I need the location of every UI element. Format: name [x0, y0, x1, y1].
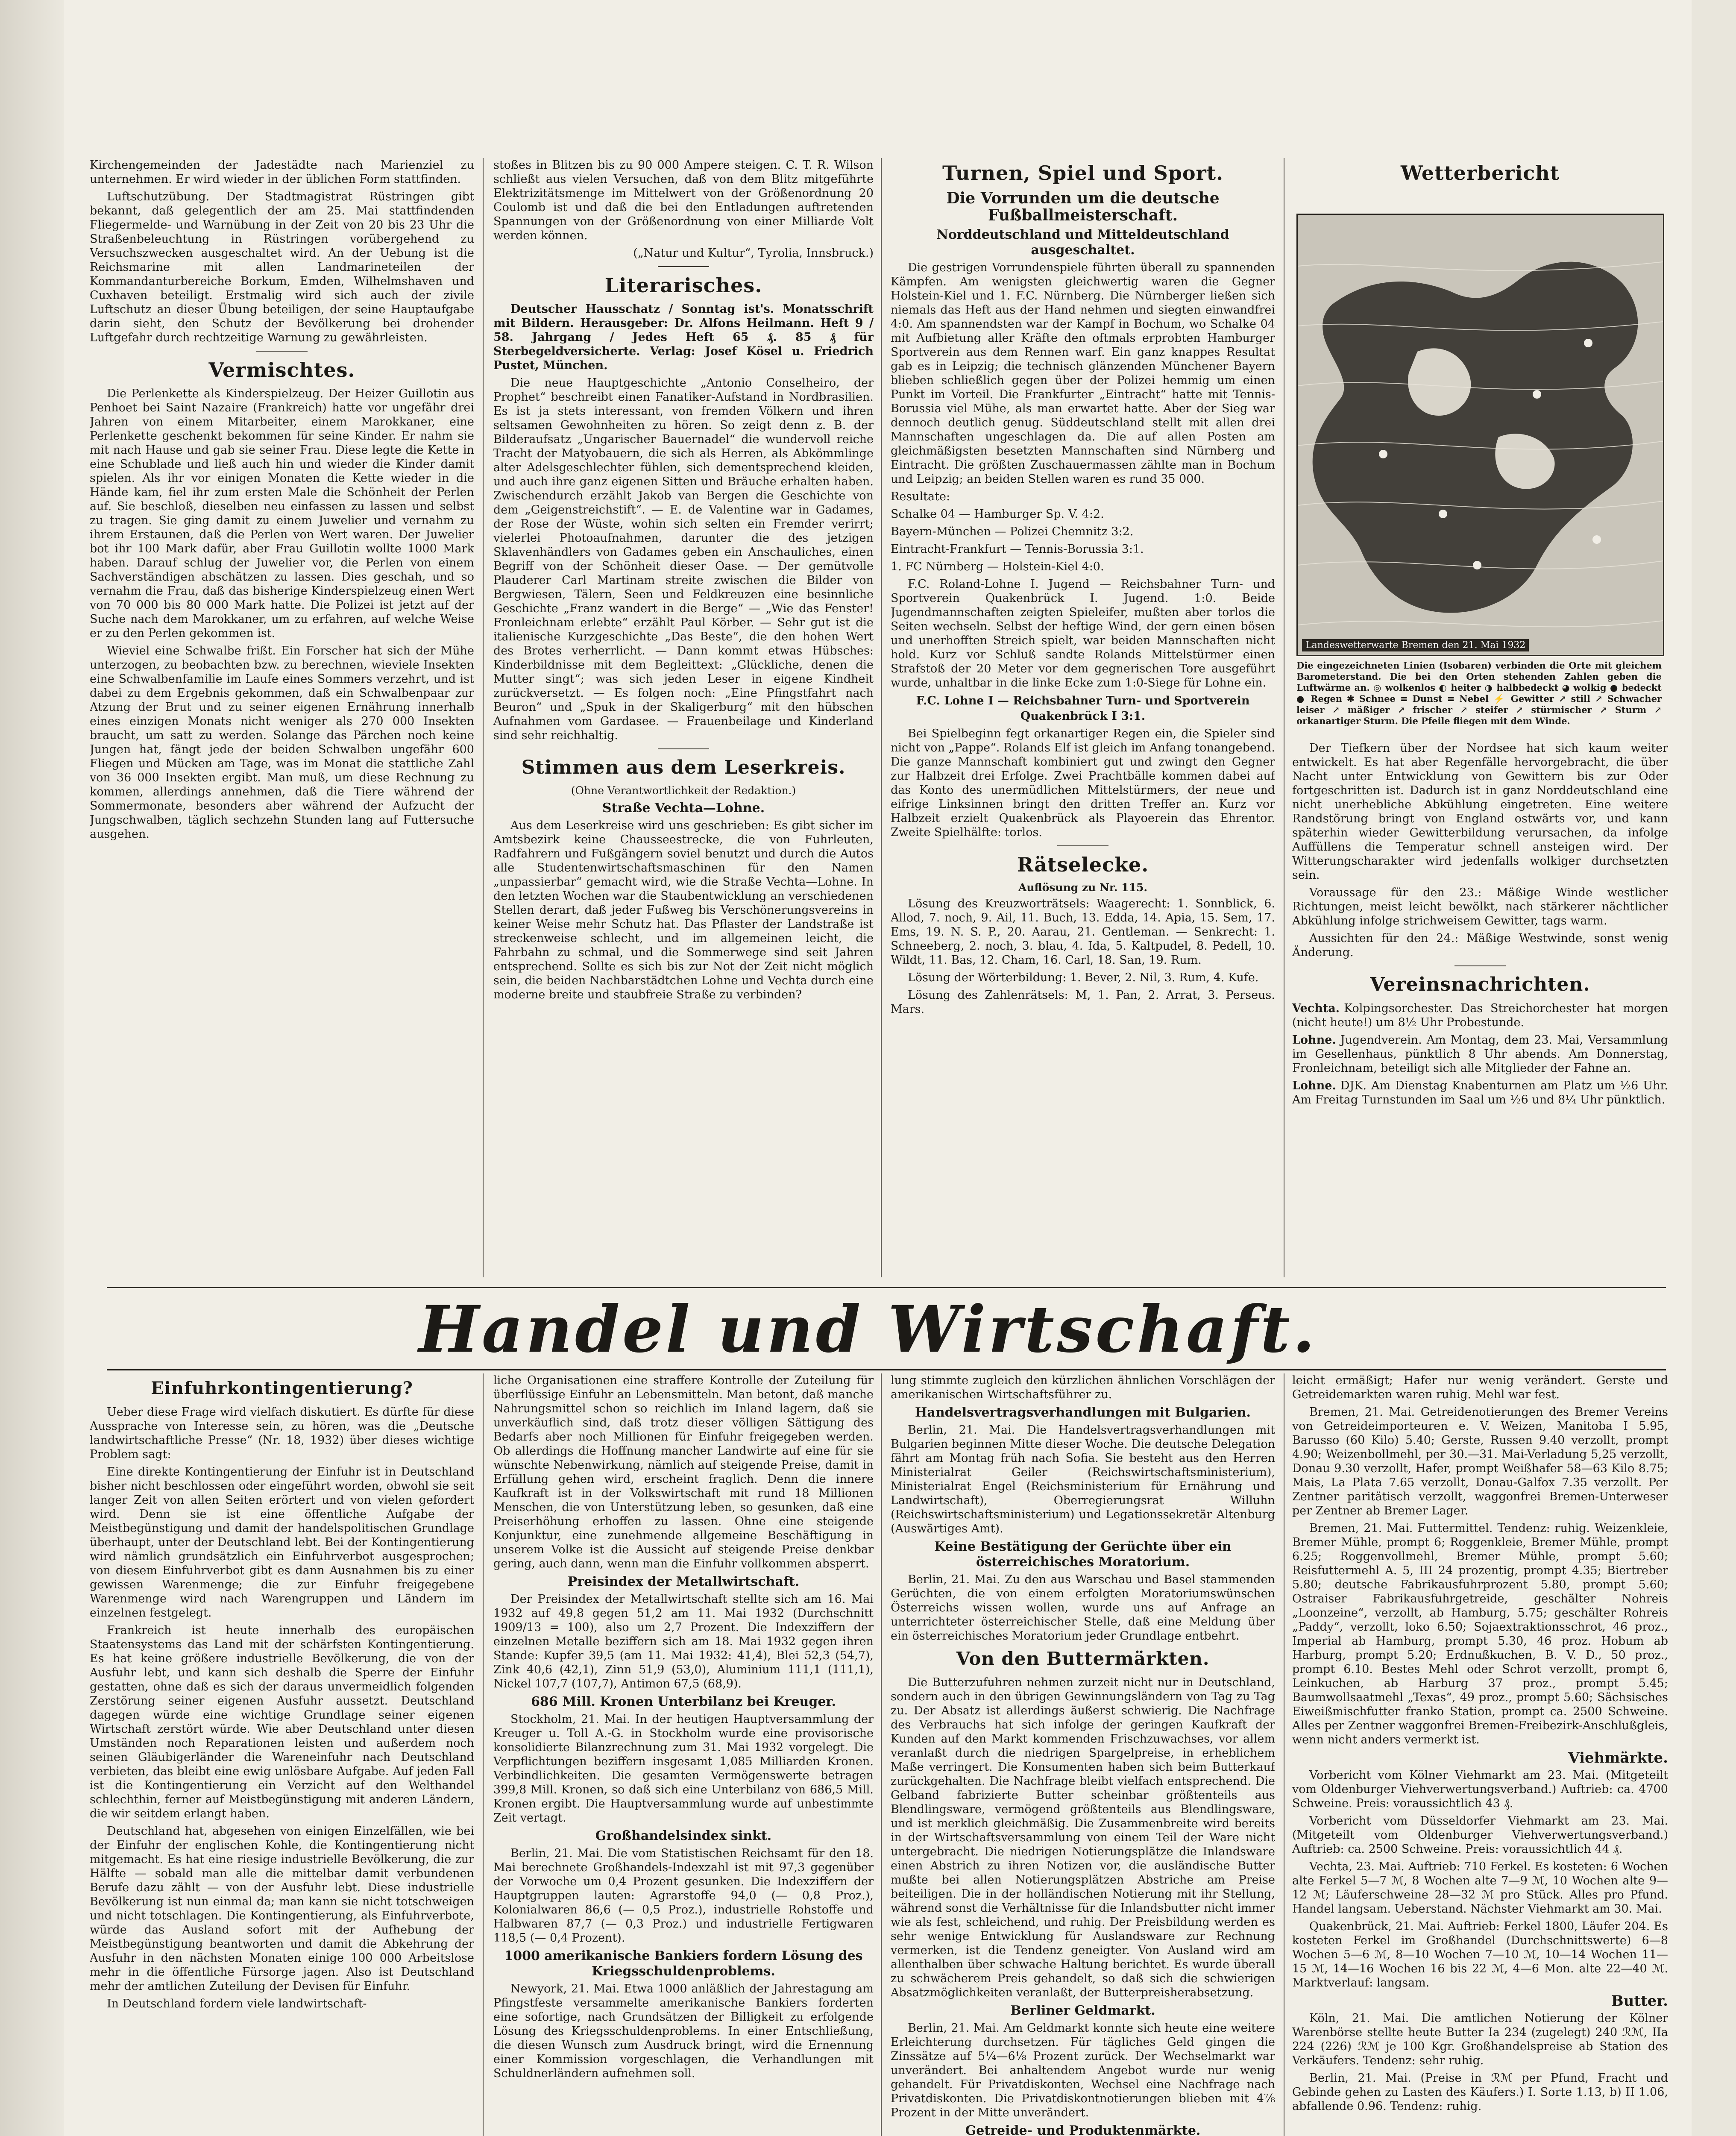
article-heading-einfuhr: Einfuhrkontingentierung?: [151, 1378, 413, 1398]
paragraph: liche Organisationen eine straffere Kontrolle der Zuteilung für überflüssige Einfuhr an Lebensmitteln. Man betont, daß manche Nahrungsmittel schon so reichlich im Inland lagern, daß sie unverkäuflich sind, daß trotz dieser völligen Sättigung des Bedarfs aber noch Millionen für Einfuhr freigegeben werden. Ob allerdings die Hoffnung mancher Landwirte auf eine für sie wünschte Nebenwirkung, nämlich auf steigende Preise, damit in Erfüllung gehen wird, erscheint fraglich. Denn die innere Kaufkraft ist in der Volkswirtschaft mit rund 18 Millionen Menschen, die von Unterstützung leben, so gesunken, daß eine Preiserhöhung erhoffen zu lassen. Ohne eine steigende Konjunktur, eine zunehmende allgemeine Beschäftigung in unserem Volke ist die Aussicht auf steigende Preise denkbar gering, auch dann, wenn man die Einfuhr vollkommen absperrt.: [493, 1374, 874, 1570]
column-2-top: [493, 158, 874, 1277]
section-heading-leserkreis: Stimmen aus dem Leserkreis.: [521, 757, 846, 778]
section-heading-vereine: Vereinsnachrichten.: [1370, 974, 1590, 995]
column-4-bottom: [1292, 1373, 1668, 2136]
notice-text: Jugendverein. Am Montag, dem 23. Mai, Versammlung im Gesellenhaus, pünktlich 8 Uhr abends. Am Donnerstag, Fronleichnam, beteiligt sich alle Mitglieder der Fahne an.: [1292, 1033, 1668, 1075]
place: Vechta.: [1292, 1002, 1340, 1015]
divider: [658, 748, 709, 749]
paragraph-strasse: Aus dem Leserkreise wird uns geschrieben: Es gibt sicher im Amtsbezirk keine Chausseestrecke, die von Fuhrleuten, Radfahrern und Fußgängern soviel benutzt und durch die Autos alle Studentenwirtschaftsmaschinen für den Namen „unpassierbar“ gemacht wird, wie die Straße Vechta—Lohne. In den letzten Wochen war die Staubentwicklung an verschiedenen Stellen derart, daß jeder Fußweg bis Verschönerungsvereins in keiner Weise mehr Schutz hat. Das Pflaster der Landstraße ist streckenweise schlecht, und im allgemeinen leicht, die Fahrbahn zu schmal, und die Sommerwege sind seit Jahren entsprechend. Sollte es sich bis zur Not der Zeit nicht möglich sein, die beiden Nachbarstädtchen Lohne und Vechta durch eine moderne breite und staubfreie Straße zu verbinden?: [493, 819, 874, 1001]
divider: [1454, 965, 1506, 966]
match-heading: F.C. Lohne I — Reichsbahner Turn- und Sportverein Quakenbrück I 3:1.: [916, 694, 1250, 723]
paragraph: Die gestrigen Vorrundenspiele führten überall zu spannenden Kämpfen. Am wenigsten gleichwertig waren die Gegner Holstein-Kiel und 1. F.C. Nürnberg. Die Nürnberger ließen sich niemals das Heft aus der Hand nehmen und siegten einwandfrei 4:0. Am spannendsten war der Kampf in Bochum, wo Schalke 04 mit Aufbietung aller Kräfte den oftmals erprobten Hamburger Sportverein aus dem Rennen warf. Ein ganz knappes Resultat gab es in Leipzig; die technisch glänzenden Münchener Bayern blieben schließlich gegen über der Polizei hemmig um einen Punkt im Vorteil. Die Frankfurter „Eintracht“ hatte mit Tennis-Borussia viel Mühe, als man erwartet hatte. Aber der Sieg war dennoch deutlich genug. Süddeutschland stellt mit allen drei Mannschaften ungeschlagen da. Die auf allen Posten am gleichmäßigsten besetzten Mannschaften sind Nürnberg und Eintracht. Die größten Zuschauermassen zählte man in Bochum und Leipzig; an beiden Stellen waren es rund 35 000.: [891, 261, 1275, 486]
article-heading-butter: Von den Buttermärkten.: [956, 1648, 1210, 1669]
outlook: Aussichten für den 24.: Mäßige Westwinde, sonst wenig Änderung.: [1292, 932, 1668, 959]
column-3-top: [891, 158, 1275, 1277]
paragraph: Bremen, 21. Mai. Getreidenotierungen des Bremer Vereins von Getreideimporteuren e. V. Weizen, Manitoba I 5.95, Barusso (60 Kilo) 5.40; Gerste, Russen 9.40 verzollt, prompt 4.90; Weizenbollmehl, per 30.—31. Mai-Verladung 5,25 verzollt, Donau 9.30 verzollt, Hafer, prompt Weißhafer 58—63 Kilo 8.75; Mais, La Plata 7.65 verzollt, Donau-Galfox 7.35 verzollt. Per Zentner paritätisch verzollt, waggonfrei Bremen-Unterweser per Zentner ab Bremer Lager.: [1292, 1405, 1668, 1517]
paragraph: In Deutschland fordern viele landwirtschaft-: [107, 1997, 367, 2010]
paragraph-jugend: F.C. Roland-Lohne I. Jugend — Reichsbahner Turn- und Sportverein Quakenbrück I. Jugend. 1:0. Beide Jugendmannschaften zeigten Spieleifer, mußten aber torlos die Seiten wechseln. Selbst der heftige Wind, der gern einen bösen und unerhofften Streich spielt, war beiden Mannschaften nicht hold. Kurz vor Schluß sandte Rolands Mittelstürmer einen Strafstoß der 20 Meter vor dem gegnerischen Tore ausgeführt wurde, unhaltbar in die linke Ecke zum 1:0-Siege für Lohne ein.: [891, 578, 1275, 690]
paragraph-luftschutz: Luftschutzübung. Der Stadtmagistrat Rüstringen gibt bekannt, daß gelegentlich der am 25. Mai stattfindenden Fliegermelde- und Warnübung in der Zeit von 20 bis 23 Uhr die Straßenbeleuchtung in Rüstringen vorübergehend zu Versuchszwecken ausgeschaltet wird. An der Uebung ist die Reichsmarine mit allen Landmarineteilen der Kommandanturbereiche Borkum, Emden, Wilhelmshaven und Cuxhaven beteiligt. Erstmalig wird sich auch der zivile Luftschutz an dieser Übung beteiligen, der seine Hauptaufgabe darin sieht, den Schutz der Bevölkerung bei drohender Luftgefahr durch rechtzeitige Warnung zu gewährleisten.: [90, 190, 474, 344]
article-heading: Straße Vechta—Lohne.: [602, 801, 765, 816]
article-heading: Großhandelsindex sinkt.: [595, 1828, 772, 1843]
paragraph: Bremen, 21. Mai. Futtermittel. Tendenz: ruhig. Weizenkleie, Bremer Mühle, prompt 6; Roggenkleie, Bremer Mühle, prompt 6.25; Roggenvollmehl, Bremer Mühle, prompt 5.60; Reisfuttermehl A. 5, III 24 prozentig, prompt 4.35; Biertreber 5.80; deutsche Fabrikausfuhrprozent 5.80, prompt 5.60; Ostraiser Fabrikausfuhrgetreide, geschälter Nohreis „Loonzeine“, verzollt, ab Hamburg, 5.75; geschälter Rohreis „Paddy“, verzollt, loko 6.50; Sojaextraktionsschrot, 46 proz., Imperial ab Hamburg, prompt 5.30, 46 proz. Hobum ab Harburg, prompt 5.20; Erdnußkuchen, B. V. D., 50 proz., prompt 6.10. Bestes Mehl oder Schrot verzollt, prompt 6, Leinkuchen, ab Harburg 37 proz., prompt 5.45; Baumwollsaatmehl „Texas“, 49 proz., prompt 5.60; Sächsisches Eiweißmischfutter franko Station, prompt ca. 2500 Schweine. Alles per Zentner waggonfrei Bremen-Freibezirk-Anschlußgleis, wenn nicht anders vermerkt ist.: [1292, 1522, 1668, 1746]
banner-rule-top: [107, 1287, 1666, 1288]
source-note: („Natur und Kultur“, Tyrolia, Innsbruck.): [633, 246, 874, 260]
club-notice: [1292, 1079, 1668, 1107]
paragraph: Newyork, 21. Mai. Etwa 1000 anläßlich der Jahrestagung am Pfingstfeste versammelte amerikanische Bankiers forderten eine sofortige, nach Grundsätzen der Billigkeit zu erfolgende Lösung des Kriegsschuldenproblems. In einer Entschließung, die diesen Wunsch zum Ausdruck bringt, wird die Ernennung einer Kommission vorgeschlagen, die Verhandlungen mit Schuldnerländern aufnehmen soll.: [493, 1982, 874, 2080]
scan-edge: [0, 0, 64, 2136]
paragraph: Berlin, 21. Mai. Am Geldmarkt konnte sich heute eine weitere Erleichterung durchsetzen. Für tägliches Geld gingen die Zinssätze auf 5¼—6⅛ Prozent zurück. Der Wechselmarkt war unverändert. Bei anhaltendem Angebot wurde nur wenig gehandelt. Für Privatdiskonten, Wechsel eine Nachfrage nach Privatdiskonten. Die Privatdiskontnotierungen blieben mit 4⅞ Prozent in der Mitte unverändert.: [891, 2022, 1275, 2119]
column-rule: [881, 1373, 882, 2136]
section-heading-raetselecke: Rätselecke.: [1017, 853, 1149, 876]
paragraph: Bei Spielbeginn fegt orkanartiger Regen ein, die Spieler sind nicht von „Pappe“. Rolands Elf ist gleich im Anfang tonangebend. Die ganze Mannschaft kombiniert gut und zwingt den Gegner zur Halbzeit drei Erfolge. Zwei Prachtbälle kommen dabei auf das Konto des unermüdlichen Mittelstürmers, der neue und eifrige Linksinnen bringt den dritten Treffer an. Kurz vor Halbzeit erzielt Quakenbrück als Playoerein das Ehrentor. Zweite Spielhälfte: torlos.: [891, 727, 1275, 839]
results-label: Resultate:: [891, 490, 950, 503]
paragraph: Vechta, 23. Mai. Auftrieb: 710 Ferkel. Es kosteten: 6 Wochen alte Ferkel 5—7 ℳ, 8 Wochen alte 7—9 ℳ, 10 Wochen alte 9—12 ℳ; Läuferschweine 28—32 ℳ pro Stück. Alles pro Pfund. Handel langsam. Ueberstand. Nächster Viehmarkt am 30. Mai.: [1292, 1860, 1668, 1916]
weather-map-drawing: [1298, 215, 1663, 655]
place: Lohne.: [1292, 1033, 1336, 1047]
divider: [1057, 845, 1108, 846]
paragraph-schwalbe: Wieviel eine Schwalbe frißt. Ein Forscher hat sich der Mühe unterzogen, zu beobachten bzw. zu berechnen, wieviele Insekten eine Schwalbenfamilie im Laufe eines Sommers verzehrt, und ist dabei zu dem Ergebnis gekommen, daß ein Schwalbenpaar zur Atzung der Brut und zu seiner eigenen Ernährung innerhalb eines einzigen Monats nicht weniger als 270 000 Insekten braucht, um satt zu werden. Solange das Pärchen noch keine Jungen hat, fängt jede der beiden Schwalben ungefähr 600 Fliegen und Mücken am Tage, was im Monat die stattliche Zahl von 36 000 Insekten ergibt. Man muß, um diese Rechnung zu kommen, allerdings annehmen, daß die Tiere während der Sommermonate, besonders aber während der Aufzucht der Jungschwalben, täglich sechzehn Stunden lang auf Futtersuche ausgehen.: [90, 644, 474, 841]
paragraph: Vorbericht vom Kölner Viehmarkt am 23. Mai. (Mitgeteilt vom Oldenburger Viehverwertungsverband.) Auftrieb: ca. 4700 Schweine. Preis: voraussichtlich 43 ₰.: [1292, 1769, 1668, 1810]
paragraph: Lösung der Wörterbildung: 1. Bever, 2. Nil, 3. Rum, 4. Kufe.: [908, 971, 1259, 984]
column-rule: [483, 158, 484, 1277]
paragraph: Berlin, 21. Mai. Die Handelsvertragsverhandlungen mit Bulgarien beginnen Mitte dieser Woche. Die deutsche Delegation fährt am Montag früh nach Sofia. Sie besteht aus den Herren Ministerialrat Geiler (Reichswirtschaftsministerium), Ministerialrat Engel (Reichsministerium für Ernährung und Landwirtschaft), Oberregierungsrat Willuhn (Reichswirtschaftsministerium) und Legationssekretär Altenburg (Auswärtiges Amt).: [891, 1423, 1275, 1535]
article-heading: Keine Bestätigung der Gerüchte über ein österreichisches Moratorium.: [934, 1539, 1232, 1570]
paragraph: Köln, 21. Mai. Die amtlichen Notierung der Kölner Warenbörse stellte heute Butter Ia 234 (zugelegt) 240 ℛℳ, IIa 224 (226) ℛℳ je 100 Kgr. Großhandelspreise ab Station des Verkäufers. Tendenz: sehr ruhig.: [1292, 2012, 1668, 2067]
article-subheading: Norddeutschland und Mitteldeutschland ausgeschaltet.: [936, 227, 1229, 258]
column-1-bottom: [90, 1373, 474, 2136]
forecast: Voraussage für den 23.: Mäßige Winde westlicher Richtungen, meist leicht bewölkt, nach stärkerer nächtlicher Abkühlung infolge strichweisem Gewitter, tags warm.: [1292, 886, 1668, 927]
section-heading-vieh: Viehmärkte.: [1568, 1749, 1668, 1766]
column-rule: [881, 158, 882, 1277]
column-rule: [483, 1373, 484, 2136]
column-3-bottom: [891, 1373, 1275, 2136]
weather-map: [1296, 214, 1664, 656]
paragraph: Ueber diese Frage wird vielfach diskutiert. Es dürfte für diese Aussprache von Interesse sein, zu hören, was die „Deutsche landwirtschaftliche Presse“ (Nr. 18, 1932) über dieses wichtige Problem sagt:: [90, 1405, 474, 1461]
article-heading: Die Vorrunden um die deutsche Fußballmeisterschaft.: [946, 189, 1220, 224]
legend-text: Die eingezeichneten Linien (Isobaren) verbinden die Orte mit gleichem Barometerstand. Die bei den Orten stehenden Zahlen geben die Luftwärme an. ◎ wolkenlos ◐ heiter ◑ halbbedeckt ◕ wolkig ● bedeckt ● Regen ✱ Schnee ≡ Dunst ≡ Nebel ⚡ Gewitter ↗ still ↗ Schwacher leiser ↗ mäßiger ↗ frischer ↗ steifer ↗ stürmischer ↗ Sturm ↗ orkanartiger Sturm. Die Pfeile fliegen mit dem Winde.: [1296, 660, 1662, 726]
club-notice: [1292, 1033, 1668, 1075]
paragraph: Quakenbrück, 21. Mai. Auftrieb: Ferkel 1800, Läufer 204. Es kosteten Ferkel im Großhandel (Durchschnittswerte) 6—8 Wochen 5—6 ℳ, 8—10 Wochen 7—10 ℳ, 10—14 Wochen 11—15 ℳ, 14—16 Wochen 16 bis 22 ℳ, 4—6 Mon. alte 22—40 ℳ. Marktverlauf: langsam.: [1292, 1920, 1668, 1989]
divider: [658, 266, 709, 267]
result-line: Eintracht-Frankfurt — Tennis-Borussia 3:1.: [891, 543, 1144, 556]
section-heading-wetter: Wetterbericht: [1400, 161, 1560, 185]
paragraph: Der Preisindex der Metallwirtschaft stellte sich am 16. Mai 1932 auf 49,8 gegen 51,2 am 11. Mai 1932 (Durchschnitt 1909/13 = 100), also um 2,7 Prozent. Die Indexziffern der einzelnen Metalle beziffern sich am 18. Mai 1932 gegen ihren Stande: Kupfer 39,5 (am 11. Mai 1932: 41,4), Blei 52,3 (54,7), Zink 40,6 (42,1), Zinn 51,9 (53,0), Aluminium 111,1 (111,1), Nickel 107,7 (107,7), Antimon 67,5 (68,9).: [493, 1593, 874, 1690]
result-line: Schalke 04 — Hamburger Sp. V. 4:2.: [891, 508, 1104, 521]
banner-rule-bottom: [107, 1369, 1666, 1370]
paragraph: Lösung des Kreuzworträtsels: Waagerecht: 1. Sonnblick, 6. Allod, 7. noch, 9. Ail, 11. Buch, 13. Edda, 14. Apia, 15. Sem, 17. Ems, 19. N. S. P., 20. Aarau, 21. Gentleman. — Senkrecht: 1. Schneeberg, 2. noch, 3. blau, 4. Ida, 5. Kaltpudel, 8. Pedell, 10. Wildt, 11. Bas, 12. Cham, 16. Carl, 18. San, 19. Rum.: [891, 897, 1275, 967]
paragraph: Berlin, 21. Mai. Die vom Statistischen Reichsamt für den 18. Mai berechnete Großhandels-Indexzahl ist mit 97,3 gegenüber der Vorwoche um 0,4 Prozent gesunken. Die Indexziffern der Hauptgruppen lauten: Agrarstoffe 94,0 (— 0,8 Proz.), Kolonialwaren 86,6 (— 0,5 Proz.), industrielle Rohstoffe und Halbwaren 87,7 (— 0,3 Proz.) und industrielle Fertigwaren 118,5 (— 0,4 Prozent).: [493, 1847, 874, 1945]
article-heading: Getreide- und Produktenmärkte.: [965, 2123, 1201, 2136]
result-line: Bayern-München — Polizei Chemnitz 3:2.: [891, 525, 1134, 538]
article-heading: 1000 amerikanische Bankiers fordern Lösung des Kriegsschuldenproblems.: [504, 1948, 863, 1979]
paragraph-perlenkette: Die Perlenkette als Kinderspielzeug. Der Heizer Guillotin aus Penhoet bei Saint Nazaire (Frankreich) hatte vor ungefähr drei Jahren von einem Mitarbeiter, einem Marokkaner, eine Perlenkette geschenkt bekommen für seine Kinder. Er nahm sie mit nach Hause und gab sie seiner Frau. Diese legte die Kette in eine Schublade und ließ auch hin und wieder die Kinder damit spielen. Als ihr vor einigen Monaten die Kette wieder in die Hände kam, fiel ihr zum ersten Male die Schönheit der Perlen auf. Sie beschloß, dieselben neu einfassen zu lassen und selbst zu tragen. Sie ging damit zu einem Juwelier und vernahm zu ihrem Erstaunen, daß die Perlen von Wert waren. Der Juwelier bot ihr 100 Mark dafür, aber Frau Guillotin wollte 1000 Mark haben. Darauf schlug der Juwelier vor, die Perlen von einem Sachverständigen abschätzen zu lassen. Dies geschah, und so vernahm die Frau, daß das bisherige Kinderspielzeug einen Wert von 70 000 bis 80 000 Mark hatte. Die Polizei ist jetzt auf der Suche nach dem Marokkaner, um zu erfahren, auf welche Weise er zu den Perlen gekommen ist.: [90, 387, 474, 640]
paragraph: Lösung des Zahlenrätsels: M, 1. Pan, 2. Arrat, 3. Perseus. Mars.: [891, 989, 1275, 1016]
place: Lohne.: [1292, 1079, 1336, 1092]
paragraph: Berlin, 21. Mai. Zu den aus Warschau und Basel stammenden Gerüchten, die von einem erfolgten Moratoriumswünschen Österreichs wissen wollen, wurde uns auf Anfrage an unterrichteter österreichischer Stelle, daß eine Meldung über ein österreichisches Moratorium jeder Grundlage entbehrt.: [891, 1573, 1275, 1643]
notice-text: DJK. Am Dienstag Knabenturnen am Platz um ½6 Uhr. Am Freitag Turnstunden im Saal um ½6 und 8¼ Uhr pünktlich.: [1292, 1079, 1668, 1106]
weather-legend: [1296, 660, 1662, 733]
paragraph: Frankreich ist heute innerhalb des europäischen Staatensystems das Land mit der schärfsten Kontingentierung. Es hat keine größere industrielle Bevölkerung, die von der Ausfuhr lebt, und kann sich deshalb die Sperre der Einfuhr gestatten, ohne daß es sich der daraus unvermeidlich folgenden Zerstörung seiner eigenen Ausfuhr aussetzt. Deutschland dagegen würde eine wichtige Grundlage seiner eigenen Wirtschaft zerstört würde. Wie aber Deutschland unter diesen Umständen noch Reparationen leisten und außerdem noch seinen Gläubigerländer die Wareneinfuhr nach Deutschland verbieten, das bleibt eine ewig unlösbare Aufgabe. Auf jeden Fall ist die Kontingentierung ein Verzicht auf den Welthandel schlechthin, ferner auf Meistbegünstigung mit anderen Ländern, die wir seitdem erlangt haben.: [90, 1624, 474, 1820]
article-heading: Berliner Geldmarkt.: [1010, 2003, 1155, 2018]
map-caption: Landeswetterwarte Bremen den 21. Mai 1932: [1302, 639, 1529, 651]
section-heading-butter: Butter.: [1611, 1992, 1668, 2010]
paragraph: Die Butterzufuhren nehmen zurzeit nicht nur in Deutschland, sondern auch in den übrigen Gewinnungsländern von Tag zu Tag zu. Der Absatz ist allerdings äußerst schwierig. Die Nachfrage des Verbrauchs hat sich infolge der geringen Kaufkraft der Kunden auf den Markt kommenden Frischzuwachses, vor allem veranlaßt durch die niedrigen Spargelpreise, in erheblichem Maße verringert. Die Konsumenten haben sich beim Butterkauf zurückgehalten. Die Nachfrage bleibt vielfach entsprechend. Die Gelband fabrizierte Butter scheinbar größtenteils aus Blendlingsware, vermögend größtenteils aus Blendlingsware, und ist merklich gleichmäßig. Die Zusammenbreite wird bereits in der Wirtschaftsversammlung von einem Teil der Ware nicht untergebracht. Die niedrigen Notierungsplätze die Inlandsware einen Abstrich zu ihren Notizen vor, die ausländische Butter mußte bei allen Notierungsplätzen Abstriche am Preise beiteiligen. Die in der holländischen Notierung mit ihr Stellung, während sonst die Verhältnisse für die Inlandsbutter nicht immer wie als fest, schleichend, und ruhig. Der Preisbildung werden es sehr wenige Entwicklung für Auslandsware zur Rechnung vermerken, ist die Tendenz geneigter. Von Ausland wird am allenthalben über schwache Haltung berichtet. Es wurde überall zu schwächerem Preis gehandelt, so daß sich die schwierigen Absatzmöglichkeiten veranlaßt, der Butterpreisherabsetzung.: [891, 1676, 1275, 1999]
paragraph: Kirchengemeinden der Jadestädte nach Marienziel zu unternehmen. Er wird wieder in der üblichen Form stattfinden.: [90, 158, 474, 186]
article-heading: Handelsvertragsverhandlungen mit Bulgarien.: [915, 1405, 1251, 1420]
article-heading: 686 Mill. Kronen Unterbilanz bei Kreuger.: [531, 1694, 836, 1709]
section-banner: Handel und Wirtschaft.: [419, 1292, 1317, 1367]
column-1-top: [90, 158, 474, 1277]
column-4-top-text: [1292, 741, 1668, 1279]
paragraph: Vorbericht vom Düsseldorfer Viehmarkt am 23. Mai. (Mitgeteilt vom Oldenburger Viehverwertungsverband.) Auftrieb: ca. 2500 Schweine. Preis: voraussichtlich 44 ₰.: [1292, 1814, 1668, 1856]
paragraph-review: Die neue Hauptgeschichte „Antonio Conselheiro, der Prophet“ beschreibt einen Fanatiker-Aufstand in Nordbrasilien. Es ist ja stets interessant, von fremden Völkern und ihren seltsamen Gewohnheiten zu hören. So zeigt denn z. B. der Bilderaufsatz „Ungarischer Bauernadel“ die wundervoll reiche Tracht der Matyobauern, die sich als Herren, als Abkömmlinge alter Adelsgeschlechter fühlen, sich dementsprechend kleiden, und auch ihre ganz eigenen Sitten und Bräuche erhalten haben. Zwischendurch erzählt Jakob van Bergen die Geschichte von dem „Geigenstreichstift“. — E. de Valentine war in Gadames, der Rose der Wüste, wohin sich selten ein Fremder verirrt; vielerlei Photoaufnahmen, darunter die des jetzigen Sklavenhändlers von Gadames geben ein Anschauliches, einen Begriff von der Schönheit dieser Oase. — Der gemütvolle Plauderer Carl Martinam streite zwischen die Bilder von Bergwiesen, Tälern, Seen und Feldkreuzen eine besinnliche Geschichte „Franz wandert in die Berge“ — „Wie das Fenster! Fronleichnam erlebte“ erzählt Paul Körber. — Sehr gut ist die italienische Kurzgeschichte „Das Beste“, die den hohen Wert des Brotes verherrlicht. — Dann kommt etwas Hübsches: Kinderbildnisse mit dem Begleittext: „Glückliche, denen die Mutter singt“; was sich jeden Leser in eigene Kindheit zurückversetzt. — Es folgen noch: „Eine Pfingstfahrt nach Beuron“ und „Spuk in der Skaligerburg“ mit den hübschen Aufnahmen vom Gardasee. — Frauenbeilage und Kinderland sind sehr reichhaltig.: [493, 376, 874, 742]
paragraph: lung stimmte zugleich den kürzlichen ähnlichen Vorschlägen der amerikanischen Wirtschaftsführer zu.: [891, 1374, 1275, 1401]
column-2-bottom: [493, 1373, 874, 2136]
editor-note: (Ohne Verantwortlichkeit der Redaktion.): [571, 784, 796, 797]
section-heading-literarisches: Literarisches.: [604, 274, 762, 297]
result-line: 1. FC Nürnberg — Holstein-Kiel 4:0.: [891, 560, 1104, 573]
paragraph: Berlin, 21. Mai. (Preise in ℛℳ per Pfund, Fracht und Gebinde gehen zu Lasten des Käufers.) I. Sorte 1.13, b) II 1.06, abfallende 0.96. Tendenz: ruhig.: [1292, 2071, 1668, 2113]
paragraph: Stockholm, 21. Mai. In der heutigen Hauptversammlung der Kreuger u. Toll A.-G. in Stockholm wurde eine provisorische konsolidierte Bilanzrechnung zum 31. Mai 1932 vorgelegt. Die Verpflichtungen beziffern insgesamt 1,085 Milliarden Kronen. Verbindlichkeiten. Die gesamten Vermögenswerte betragen 399,8 Mill. Kronen, so daß sich eine Unterbilanz von 686,5 Mill. Kronen ergibt. Die Hauptversammlung wurde auf unbestimmte Zeit vertagt.: [493, 1713, 874, 1825]
divider: [256, 351, 308, 352]
club-notice: [1292, 1001, 1668, 1030]
notice-text: Kolpingsorchester. Das Streichorchester hat morgen (nicht heute!) um 8½ Uhr Probestunde.: [1292, 1002, 1668, 1029]
paragraph-hausschatz: Deutscher Hausschatz / Sonntag ist's. Monatsschrift mit Bildern. Herausgeber: Dr. Alfons Heilmann. Heft 9 / 58. Jahrgang / Jedes Heft 65 ₰. 85 ₰ für Sterbegeldversicherte. Verlag: Josef Kösel u. Friedrich Pustet, München.: [493, 302, 874, 372]
paragraph-weather: Der Tiefkern über der Nordsee hat sich kaum weiter entwickelt. Es hat aber Regenfälle hervorgebracht, die über Nacht unter Entwicklung von Gewittern bis zur Oder fortgeschritten ist. Dadurch ist in ganz Norddeutschland eine nicht unerhebliche Abkühlung eingetreten. Eine weitere Randstörung bringt von England ostwärts vor, und kann späterhin wieder Gewitterbildung verursachen, da infolge Auffüllens die Temperatur schnell ansteigen wird. Der Witterungscharakter wird jedenfalls wolkiger durchsetzten sein.: [1292, 742, 1668, 882]
solution-heading: Auflösung zu Nr. 115.: [1018, 881, 1148, 894]
section-heading-sport: Turnen, Spiel und Sport.: [942, 161, 1224, 185]
paragraph: stoßes in Blitzen bis zu 90 000 Ampere steigen. C. T. R. Wilson schließt aus vielen Versuchen, daß von dem Blitz mitgeführte Elektrizitätsmenge im Mittelwert von der Größenordnung 20 Coulomb ist und daß die bei den Entladungen auftretenden Spannungen von der Größenordnung von einer Milliarde Volt werden können.: [493, 158, 874, 242]
paragraph: leicht ermäßigt; Hafer nur wenig verändert. Gerste und Getreidemarkten waren ruhig. Mehl war fest.: [1292, 1374, 1668, 1401]
paragraph: Deutschland hat, abgesehen von einigen Einzelfällen, wie bei der Einfuhr der englischen Kohle, die Kontingentierung nicht mitgemacht. Es hat eine riesige industrielle Bevölkerung, die zur Hälfte — sobald man alle die mittelbar damit verbundenen Berufe dazu zählt — von der Ausfuhr lebt. Diese industrielle Bevölkerung ist nun einmal da; man kann sie nicht totschweigen und nicht totschlagen. Die Kontingentierung, als Einfuhrverbote, würde das Ausland sofort mit der Aufhebung der Meistbegünstigung beantworten und damit die Abkehrung der Ausfuhr in den nächsten Monaten einige 100 000 Arbeitslose mehr in die öffentliche Fürsorge jagen. Also ist Deutschland mehr der amtlichen Zuteilung der Devisen für Einfuhr.: [90, 1825, 474, 1993]
paragraph: Eine direkte Kontingentierung der Einfuhr ist in Deutschland bisher nicht beschlossen oder eingeführt worden, obwohl sie seit langer Zeit von allen Seiten erörtert und von vielen gefordert wird. Denn sie ist eine öffentliche Aufgabe der Meistbegünstigung und damit der handelspolitischen Grundlage überhaupt, unter der Deutschland lebt. Bei der Kontingentierung wird nämlich grundsätzlich ein Einfuhrverbot ausgesprochen; von diesem Einfuhrverbot gibt es dann Ausnahmen bis zu einer gewissen Warenmenge; die zur Einfuhr freigegebene Warenmenge wird nach Warengruppen und Ländern im einzelnen festgelegt.: [90, 1465, 474, 1620]
section-heading-vermischtes: Vermischtes.: [208, 358, 355, 381]
article-heading: Preisindex der Metallwirtschaft.: [567, 1574, 800, 1589]
